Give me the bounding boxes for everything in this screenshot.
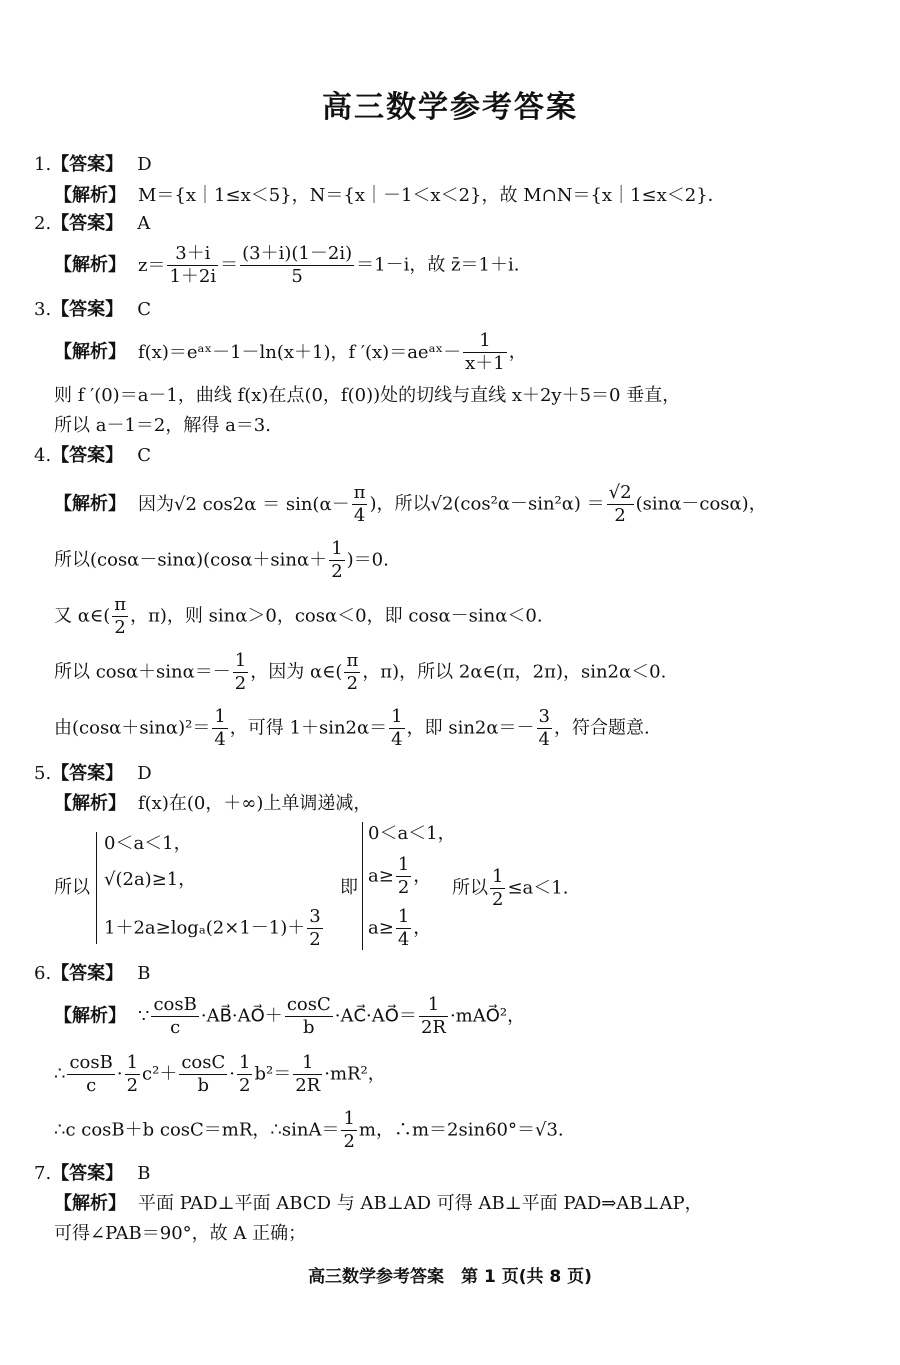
q5-cond-1: 0＜a＜1， [104,833,192,854]
q5-res-2: a≥ $\frac{1}{2}$ ， [368,854,432,898]
q5-result: 所以 $\frac{1}{2}$ ≤a＜1. [452,866,569,910]
analysis-label: 【解析】 [54,185,126,206]
q5-ji-label: 即 [340,877,358,898]
q5-res-1: 0＜a＜1， [368,823,456,844]
q5-brace-right [362,822,363,950]
page-footer: 高三数学参考答案 第 1 页(共 8 页) [308,1267,592,1287]
q5-cond-2: √(2a)≥1， [104,869,197,890]
page-title: 高三数学参考答案 [322,90,578,125]
q5-cond-3: 1＋2a≥logₐ(2×1－1)＋ $\frac{3}{2}$ [104,906,321,950]
q5-brace-left [96,832,97,944]
answer-label: 【答案】 [51,154,124,175]
q5-res-3: a≥ $\frac{1}{4}$ ， [368,906,432,950]
